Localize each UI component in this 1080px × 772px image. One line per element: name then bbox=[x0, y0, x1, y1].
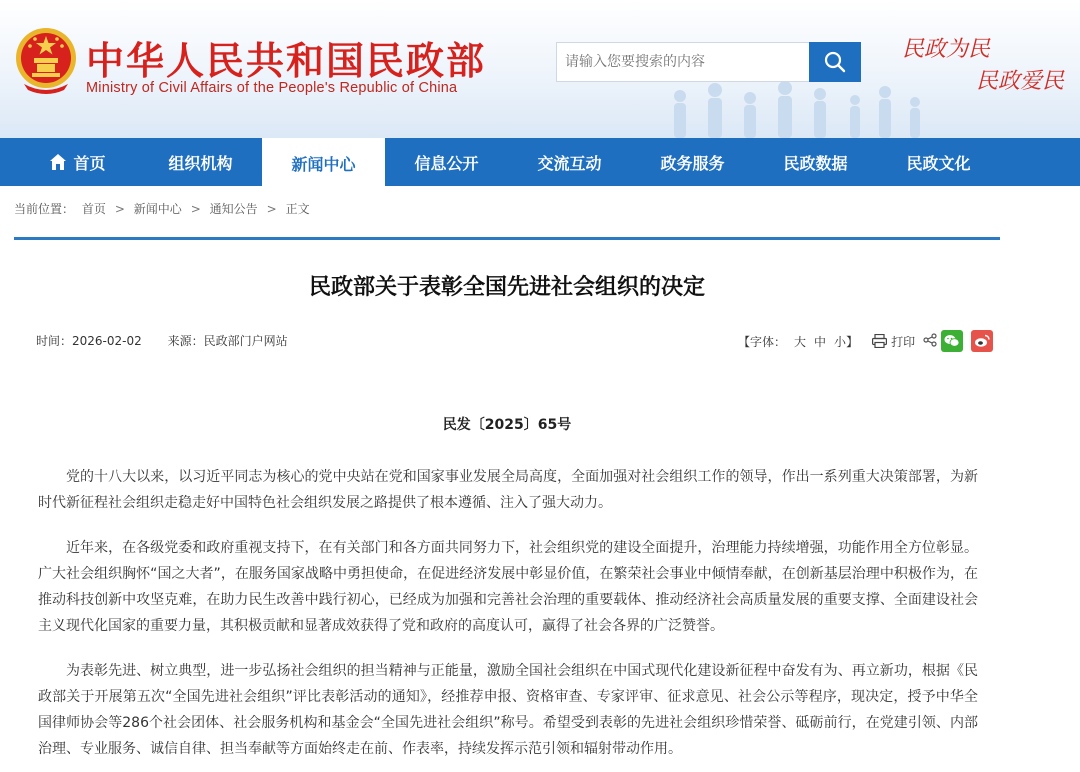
article-paragraph-1: 党的十八大以来，以习近平同志为核心的党中央站在党和国家事业发展全局高度，全面加强对社会组织工作的领导，作出一系列重大决策部署，为新时代新征程社会组织走稳走好中国特色社会组织发展之路提供了根本遵循、注入了强大动力。 bbox=[38, 469, 978, 511]
publish-time: 时间：2026-02-02 bbox=[36, 334, 142, 348]
slogan-line-1: 民政为民 bbox=[902, 37, 991, 62]
content-divider bbox=[14, 237, 1000, 240]
weibo-share-button[interactable] bbox=[971, 330, 993, 352]
national-emblem-icon bbox=[14, 26, 78, 94]
nav-item-interaction[interactable] bbox=[508, 138, 631, 186]
site-title-chinese: 中华人民共和国民政部 bbox=[86, 38, 487, 83]
article-source: 来源：民政部门户网站 bbox=[167, 334, 288, 348]
breadcrumb-separator: > bbox=[114, 202, 125, 216]
article-paragraph-2: 近年来，在各级党委和政府重视支持下，在有关部门和各方面共同努力下，社会组织党的建设全面提升，治理能力持续增强，功能作用全方位彰显。广大社会组织胸怀“国之大者”，在服务国家战略中勇担使命，在促进经济发展中彰显价值，在繁荣社会事业中倾情奉献，在创新基层治理中积极作为，在推动科技创新中攻坚克难，在助力民生改善中践行初心，已经成为加强和完善社会治理的重要载体、推动经济社会高质量发展的重要支撑、全面建设社会主义现代化国家的重要力量，其积极贡献和显著成效获得了党和政府的高度认可，赢得了社会各界的广泛赞誉。 bbox=[38, 540, 978, 634]
breadcrumb-label: 当前位置： bbox=[14, 202, 75, 216]
breadcrumb-notices-link[interactable]: 通知公告 bbox=[209, 202, 258, 216]
nav-item-label: 组织机构 bbox=[168, 153, 233, 173]
nav-item-label: 首页 bbox=[73, 153, 106, 173]
printer-icon bbox=[872, 334, 887, 348]
nav-item-organization[interactable] bbox=[139, 138, 262, 186]
breadcrumb-separator: > bbox=[190, 202, 201, 216]
document-number: 民发〔2025〕65号 bbox=[442, 417, 572, 433]
site-header bbox=[0, 0, 1080, 138]
article-meta bbox=[36, 332, 288, 349]
nav-item-home[interactable] bbox=[16, 138, 139, 186]
font-size-small-button[interactable]: 小 bbox=[834, 334, 847, 349]
article-tools bbox=[738, 330, 993, 352]
breadcrumb bbox=[14, 200, 314, 217]
breadcrumb-current: 正文 bbox=[285, 202, 310, 216]
nav-item-label: 交流互动 bbox=[537, 153, 602, 173]
print-button[interactable] bbox=[872, 333, 915, 350]
font-size-large-button[interactable]: 大 bbox=[794, 334, 807, 349]
article-title: 民政部关于表彰全国先进社会组织的决定 bbox=[308, 275, 705, 300]
nav-item-label: 民政文化 bbox=[906, 153, 971, 173]
nav-item-news-center[interactable] bbox=[262, 138, 385, 188]
font-size-label-close: 】 bbox=[846, 334, 859, 349]
breadcrumb-news-center-link[interactable]: 新闻中心 bbox=[133, 202, 182, 216]
nav-item-label: 信息公开 bbox=[414, 153, 479, 173]
search-input[interactable] bbox=[556, 42, 810, 82]
nav-item-label: 民政数据 bbox=[783, 153, 848, 173]
nav-item-label: 新闻中心 bbox=[291, 154, 356, 174]
article-paragraph-3: 为表彰先进、树立典型，进一步弘扬社会组织的担当精神与正能量，激励全国社会组织在中国式现代化建设新征程中奋发有为、再立新功，根据《民政部关于开展第五次“全国先进社会组织”评比表彰活动的通知》，经推荐申报、资格审查、专家评审、征求意见、社会公示等程序，现决定，授予中华全国律师协会等286个社会团体、社会服务机构和基金会“全国先进社会组织”称号。希望受到表彰的先进社会组织珍惜荣誉、砥砺前行，在党建引领、内部治理、专业服务、诚信自律、担当奉献等方面始终走在前、作表率，持续发挥示范引领和辐射带动作用。 bbox=[38, 663, 978, 757]
font-size-label: 【字体： bbox=[738, 334, 787, 349]
breadcrumb-separator: > bbox=[266, 202, 277, 216]
search-button[interactable] bbox=[809, 42, 861, 82]
share-button[interactable] bbox=[923, 333, 937, 350]
nav-item-government-services[interactable] bbox=[631, 138, 754, 186]
site-title-english: Ministry of Civil Affairs of the People's Republic of China bbox=[86, 80, 458, 96]
nav-item-civil-culture[interactable] bbox=[877, 138, 1000, 186]
nav-item-civil-data[interactable] bbox=[754, 138, 877, 186]
main-nav bbox=[0, 138, 1080, 186]
weibo-icon bbox=[974, 334, 990, 348]
people-silhouette-decoration bbox=[640, 78, 940, 138]
search-icon bbox=[824, 51, 846, 73]
wechat-share-button[interactable] bbox=[941, 330, 963, 352]
font-size-medium-button[interactable]: 中 bbox=[814, 334, 827, 349]
share-icon bbox=[923, 333, 937, 347]
slogan-line-2: 民政爱民 bbox=[976, 69, 1065, 94]
breadcrumb-home-link[interactable]: 首页 bbox=[81, 202, 106, 216]
nav-item-label: 政务服务 bbox=[660, 153, 725, 173]
nav-item-information-disclosure[interactable] bbox=[385, 138, 508, 186]
home-icon bbox=[49, 153, 67, 171]
print-label: 打印 bbox=[891, 334, 916, 349]
wechat-icon bbox=[944, 334, 960, 348]
